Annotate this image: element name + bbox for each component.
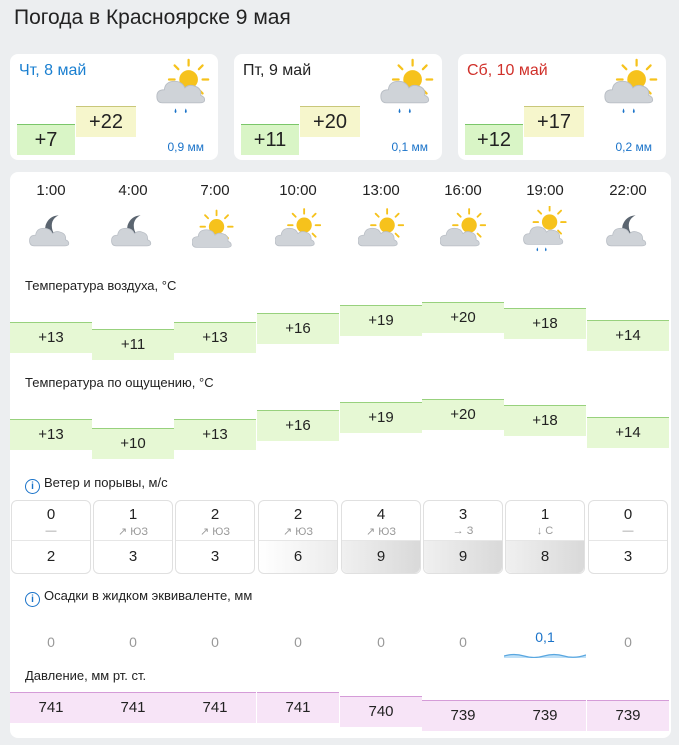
wind-speed: 0 [623,506,633,523]
day-card[interactable] [458,54,666,160]
hour-label: 19:00 [526,182,564,199]
sun-cloud-icon [440,206,486,252]
wind-gust: 3 [176,540,254,573]
feels-like-cell: +16 [257,410,339,441]
wind-speed: 2 [210,506,220,523]
air-temp-cell: +16 [257,313,339,344]
feels-like-cell: +13 [10,419,92,450]
wind-direction: ↗ ЮЗ [117,526,149,538]
precip-value: 0 [459,634,467,650]
moon-cloud-icon [605,206,651,252]
page-title: Погода в Красноярске 9 мая [14,6,291,29]
wind-cell [93,500,173,574]
wind-gust: 3 [94,540,172,573]
wind-direction: ↗ ЮЗ [282,526,314,538]
wind-direction: ↗ ЮЗ [365,526,397,538]
hour-label: 1:00 [36,182,66,199]
wind-cell [505,500,585,574]
air-temp-cell: +14 [587,320,669,351]
sun-cloud-icon [192,206,238,252]
air-temp-cell: +13 [10,322,92,353]
wind-direction: → З [452,525,474,537]
day-max-temp: +22 [76,106,136,137]
hourly-forecast-card [10,172,671,738]
moon-cloud-icon [28,206,74,252]
pressure-cell: 740 [340,696,422,727]
precip-value: 0 [294,634,302,650]
sun-cloud-rain-icon [522,206,568,252]
sun-cloud-rain-icon [379,58,435,114]
wind-speed: 2 [293,506,303,523]
feels-like-cell: +10 [92,428,174,459]
feels-like-cell: +13 [174,419,256,450]
day-precip: 0,1 мм [391,140,428,154]
day-precip: 0,9 мм [167,140,204,154]
sun-cloud-rain-icon [603,58,659,114]
day-name: Пт, 9 май [243,62,312,79]
hour-label: 10:00 [279,182,317,199]
wind-gust: 9 [342,540,420,573]
pressure-cell: 741 [10,692,92,723]
section-title-wind-label: Ветер и порывы, м/с [44,475,168,490]
precip-value: 0 [624,634,632,650]
day-card[interactable] [234,54,442,160]
day-min-temp: +11 [241,124,299,155]
wind-cell [341,500,421,574]
wind-cell [423,500,503,574]
pressure-cell: 741 [257,692,339,723]
precip-value: 0 [129,634,137,650]
wind-direction: — [622,525,634,537]
section-title-precip [25,588,252,607]
wind-direction: — [45,525,57,537]
precip-value: 0 [377,634,385,650]
wind-speed: 0 [46,506,56,523]
pressure-cell: 741 [92,692,174,723]
wind-direction: ↓ С [536,525,554,537]
pressure-cell: 741 [174,692,256,723]
info-icon[interactable]: i [25,479,40,494]
day-card[interactable] [10,54,218,160]
section-title-wind [25,475,168,494]
feels-like-cell: +14 [587,417,669,448]
precip-value: 0,1 [535,629,555,645]
feels-like-cell: +19 [340,402,422,433]
wind-cell [11,500,91,574]
wind-cell [175,500,255,574]
sun-cloud-icon [275,206,321,252]
air-temp-cell: +19 [340,305,422,336]
sun-cloud-rain-icon [155,58,211,114]
sun-cloud-icon [358,206,404,252]
pressure-cell: 739 [504,700,586,731]
precip-value: 0 [47,634,55,650]
wind-gust: 2 [12,540,90,573]
section-title-precip-label: Осадки в жидком эквиваленте, мм [44,588,253,603]
wind-speed: 1 [540,506,550,523]
hour-label: 16:00 [444,182,482,199]
info-icon[interactable]: i [25,592,40,607]
air-temp-cell: +11 [92,329,174,360]
wind-gust: 3 [589,540,667,573]
section-title-air-temp: Температура воздуха, °C [25,278,177,293]
moon-cloud-icon [110,206,156,252]
feels-like-cell: +18 [504,405,586,436]
feels-like-cell: +20 [422,399,504,430]
pressure-cell: 739 [587,700,669,731]
day-min-temp: +7 [17,124,75,155]
hour-label: 13:00 [362,182,400,199]
wind-speed: 3 [458,506,468,523]
precip-wave [504,652,586,658]
wind-cell [258,500,338,574]
section-title-feels-like: Температура по ощущению, °C [25,375,214,390]
hour-label: 4:00 [118,182,148,199]
air-temp-cell: +18 [504,308,586,339]
air-temp-cell: +20 [422,302,504,333]
air-temp-cell: +13 [174,322,256,353]
wind-direction: ↗ ЮЗ [199,526,231,538]
section-title-pressure: Давление, мм рт. ст. [25,668,147,683]
day-name: Сб, 10 май [467,62,548,79]
hour-label: 7:00 [200,182,230,199]
wind-gust: 8 [506,540,584,573]
pressure-cell: 739 [422,700,504,731]
hour-label: 22:00 [609,182,647,199]
wind-cell [588,500,668,574]
precip-value: 0 [211,634,219,650]
day-max-temp: +20 [300,106,360,137]
day-min-temp: +12 [465,124,523,155]
day-max-temp: +17 [524,106,584,137]
wind-speed: 1 [128,506,138,523]
wind-gust: 9 [424,540,502,573]
day-precip: 0,2 мм [615,140,652,154]
day-name: Чт, 8 май [19,62,87,79]
wind-speed: 4 [376,506,386,523]
wind-gust: 6 [259,540,337,573]
